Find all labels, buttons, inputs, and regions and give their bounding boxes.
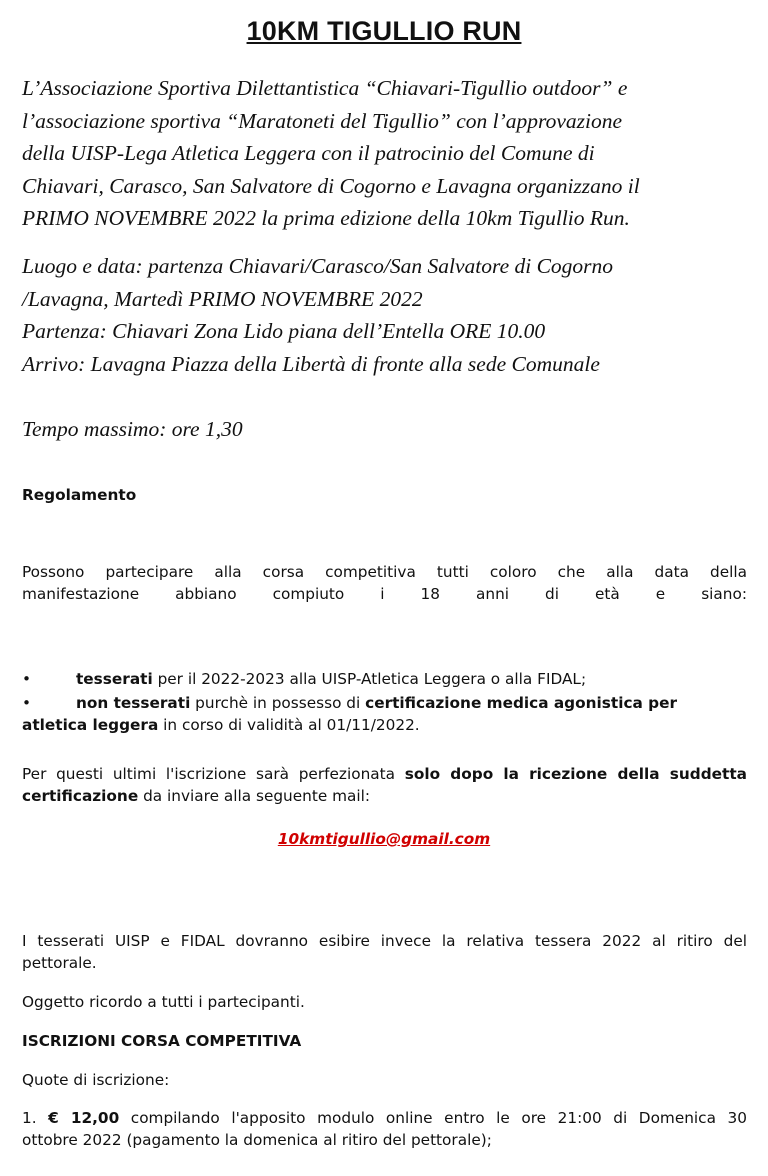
plain-text: compilando l'apposito modulo online entro le ore 21:00 di Domenica 30 bbox=[119, 1109, 747, 1127]
plain-text: da inviare alla seguente mail: bbox=[138, 787, 371, 805]
intro-line: PRIMO NOVEMBRE 2022 la prima edizione della 10km Tigullio Run. bbox=[22, 206, 630, 230]
list-item-text bbox=[22, 668, 747, 690]
details-line: Luogo e data: partenza Chiavari/Carasco/San Salvatore di Cogorno bbox=[22, 254, 614, 278]
intro-line: Chiavari, Carasco, San Salvatore di Cogorno e Lavagna organizzano il bbox=[22, 173, 640, 198]
regolamento-heading bbox=[22, 484, 747, 506]
iscrizioni-heading-text: ISCRIZIONI CORSA COMPETITIVA bbox=[22, 1032, 302, 1050]
quote-label: Quote di iscrizione: bbox=[22, 1071, 170, 1089]
price-amount: € 12,00 bbox=[48, 1109, 120, 1127]
iscrizioni-heading bbox=[22, 1030, 747, 1052]
bold-term: certificazione bbox=[22, 787, 139, 805]
intro-line: della UISP-Lega Atletica Leggera con il patrocinio del Comune di bbox=[22, 141, 595, 165]
bold-term: solo dopo la ricezione della suddetta bbox=[404, 765, 747, 783]
note-paragraph bbox=[22, 763, 747, 807]
bullet-icon: • bbox=[22, 694, 32, 712]
plain-text: Per questi ultimi l'iscrizione sarà perfezionata bbox=[22, 765, 405, 783]
max-time bbox=[22, 413, 752, 446]
quote-line: ottobre 2022 (pagamento la domenica al ritiro del pettorale); bbox=[22, 1131, 492, 1149]
bold-term: atletica leggera bbox=[22, 716, 159, 734]
bold-term: tesserati bbox=[76, 670, 153, 688]
regolamento-heading-text: Regolamento bbox=[22, 486, 137, 504]
tessera-line: pettorale. bbox=[22, 954, 97, 972]
list-item bbox=[22, 692, 747, 714]
list-item bbox=[22, 668, 747, 690]
tessera-line: I tesserati UISP e FIDAL dovranno esibire invece la relativa tessera 2022 al ritiro del bbox=[22, 932, 747, 950]
plain-text: purchè in possesso di bbox=[190, 694, 366, 712]
souvenir-text: Oggetto ricordo a tutti i partecipanti. bbox=[22, 993, 305, 1011]
eligibility-line: Possono partecipare alla corsa competitiva tutti coloro che alla data della bbox=[22, 563, 747, 581]
tessera-paragraph bbox=[22, 930, 747, 974]
list-number: 1. bbox=[22, 1109, 49, 1127]
event-details bbox=[22, 250, 752, 380]
quote-item-1 bbox=[22, 1107, 747, 1151]
details-line: /Lavagna, Martedì PRIMO NOVEMBRE 2022 bbox=[22, 286, 423, 311]
bullet-icon: • bbox=[22, 670, 32, 688]
email-link[interactable]: 10kmtigullio@gmail.com bbox=[277, 830, 491, 848]
intro-line: L’Associazione Sportiva Dilettantistica “Chiavari-Tigullio outdoor” e bbox=[22, 76, 628, 100]
list-item-continuation bbox=[22, 714, 747, 736]
plain-text: per il 2022-2023 alla UISP-Atletica Leggera o alla FIDAL; bbox=[152, 670, 587, 688]
quote-line bbox=[22, 1107, 747, 1129]
list-item-text bbox=[22, 692, 747, 714]
note-line bbox=[22, 763, 747, 785]
note-line bbox=[22, 785, 747, 807]
details-line: Partenza: Chiavari Zona Lido piana dell’Entella ORE 10.00 bbox=[22, 319, 546, 343]
bold-term: certificazione medica agonistica per bbox=[365, 694, 678, 712]
intro-paragraph bbox=[22, 72, 752, 235]
max-time-text: Tempo massimo: ore 1,30 bbox=[22, 417, 243, 441]
plain-text: in corso di validità al 01/11/2022. bbox=[158, 716, 420, 734]
details-line: Arrivo: Lavagna Piazza della Libertà di fronte alla sede Comunale bbox=[22, 351, 600, 376]
page-title: 10KM TIGULLIO RUN bbox=[246, 16, 522, 46]
eligibility-paragraph bbox=[22, 561, 747, 605]
intro-line: l’associazione sportiva “Maratoneti del Tigullio” con l’approvazione bbox=[22, 108, 622, 133]
eligibility-line: manifestazione abbiano compiuto i 18 anni di età e siano: bbox=[22, 585, 747, 603]
bold-term: non tesserati bbox=[76, 694, 191, 712]
